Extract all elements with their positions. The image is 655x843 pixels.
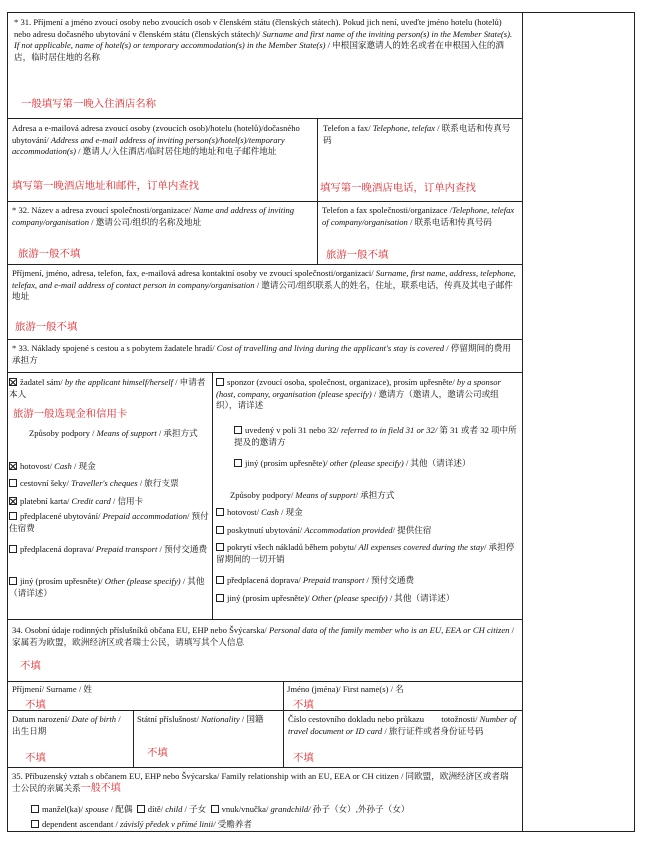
nationality-note: 不填 bbox=[147, 747, 168, 759]
field-32-label: * 32. Název a adresa zvoucí společnosti/organizace/ Name and address of inviting company/organisation / 邀请公司/组织的名称及地址 bbox=[12, 205, 295, 227]
document-label: Číslo cestovního dokladu nebo průkazu totožnosti/ Number of travel document or ID card / 旅行证件或者身份证号码 bbox=[288, 714, 519, 736]
all-expenses-checkbox[interactable] bbox=[216, 543, 224, 551]
referred-option: uvedený v poli 31 nebo 32/ referred to in field 31 or 32/ 第 31 或者 32 项中所提及的邀请方 bbox=[234, 425, 517, 447]
grandchild-checkbox[interactable] bbox=[211, 805, 219, 813]
field-33-label: * 33. Náklady spojené s cestou a s pobytem žadatele hradí/ Cost of travelling and living during the applicant's stay is covered / 停留期间的费用承担方 bbox=[12, 343, 511, 365]
surname-label: Příjmení/ Surname / 姓 bbox=[12, 684, 92, 694]
phone-note: 填写第一晚酒店电话，订单内查找 bbox=[320, 182, 476, 194]
card-option: platební karta/ Credit card / 信用卡 bbox=[9, 496, 143, 507]
contact-label: Příjmení, jméno, adresa, telefon, fax, e-mailová adresa kontaktní osoby ve zvoucí společnosti/organizaci/ Surname, first name, address, telephone, telefax, and e-mail address of contact person in company/organisation / 邀请公司/组织联系人的姓名，住址，联系电话，传真及其电子邮件地址 bbox=[12, 268, 516, 302]
prepaid-transport-checkbox[interactable] bbox=[9, 545, 17, 553]
right-other-checkbox[interactable] bbox=[216, 594, 224, 602]
prepaid-acc-checkbox[interactable] bbox=[9, 512, 17, 520]
referred-checkbox[interactable] bbox=[234, 426, 242, 434]
accommodation-checkbox[interactable] bbox=[216, 526, 224, 534]
cheques-option: cestovní šeky/ Traveller's cheques / 旅行支票 bbox=[9, 478, 179, 489]
sponsor-checkbox[interactable] bbox=[216, 378, 224, 386]
all-expenses-option: pokrytí všech nákladů během pobytu/ All expenses covered during the stay/ 承担停留期间的一切开销 bbox=[216, 542, 515, 564]
field-32-phone-label: Telefon a fax společnosti/organizace /Telephone, telefax of company/organisation / 联系电话和传真号码 bbox=[322, 205, 515, 227]
right-sponsor-other-option: jiný (prosím upřesněte)/ other (please specify) / 其他（请详述） bbox=[234, 458, 471, 469]
field-35-note: 一般不填 bbox=[80, 782, 121, 794]
cash-checkbox[interactable] bbox=[9, 462, 17, 470]
right-sponsor-other-checkbox[interactable] bbox=[234, 459, 242, 467]
means-note: 旅游一般选现金和信用卡 bbox=[13, 408, 128, 420]
right-transport-checkbox[interactable] bbox=[216, 576, 224, 584]
field-35-label: 35. Příbuzenský vztah s občanem EU, EHP nebo Švýcarska/ Family relationship with an EU, EEA or CH citizen / 同欧盟，欧洲经济区或者瑞士公民的亲属关系一般不填 bbox=[12, 771, 509, 794]
relationship-row-1: manžel(ka)/ spouse / 配偶 dítě/ child / 子女 vnuk/vnučka/ grandchild/ 孙子（女）,外孙子（女） bbox=[31, 804, 409, 815]
field-34-note: 不填 bbox=[20, 660, 41, 672]
prepaid-acc-option: předplacené ubytování/ Prepaid accommodation/ 预付住宿费 bbox=[9, 511, 209, 533]
right-means-label: Způsoby podpory/ Means of support/ 承担方式 bbox=[230, 490, 395, 500]
right-other-option: jiný (prosím upřesněte)/ Other (please specify) / 其他（请详述） bbox=[216, 593, 454, 604]
firstname-label: Jméno (jména)/ First name(s) / 名 bbox=[287, 684, 404, 694]
firstname-note: 不填 bbox=[293, 699, 314, 711]
accommodation-option: poskytnutí ubytování/ Accommodation provided/ 提供住宿 bbox=[216, 525, 432, 536]
phone-label: Telefon a fax/ Telephone, telefax / 联系电话和传真号码 bbox=[323, 123, 511, 145]
document-note: 不填 bbox=[293, 752, 314, 764]
field-32-phone-note: 旅游一般不填 bbox=[326, 249, 389, 261]
left-other-option: jiný (prosím upřesněte)/ Other (please specify) / 其他（请详述） bbox=[9, 576, 205, 598]
card-checkbox[interactable] bbox=[9, 497, 17, 505]
right-transport-option: předplacená doprava/ Prepaid transport / 预付交通费 bbox=[216, 575, 414, 586]
right-cash-checkbox[interactable] bbox=[216, 508, 224, 516]
dependent-checkbox[interactable] bbox=[31, 820, 39, 828]
nationality-label: Státní příslušnost/ Nationality / 国籍 bbox=[137, 714, 264, 724]
dob-label: Datum narození/ Date of birth / 出生日期 bbox=[12, 714, 121, 736]
contact-note: 旅游一般不填 bbox=[15, 321, 78, 333]
field-31-note: 一般填写第一晚入住酒店名称 bbox=[21, 98, 157, 110]
field-34-label: 34. Osobní údaje rodinných příslušníků občana EU, EHP nebo Švýcarska/ Personal data of the family member who is an EU, EEA or CH citizen / 家属若为欧盟，欧洲经济区或者瑞士公民，请填写其个人信息 bbox=[12, 625, 514, 647]
field-31-label: * 31. Příjmení a jméno zvoucí osoby nebo zvoucích osob v členském státu (členských státech). Pokud jich není, uveďte jméno hotelu (hotelů) nebo adresu dočasného ubytování v členském státu (členských státech)/ Surname and first name of the inviting person(s) in the Member State(s). If not applicable, name of hotel(s) or temporary accommodation(s) in the Member State(s) / 申根国家邀请人的姓名或者在申根国入住的酒店，临时居住地的名称 bbox=[14, 17, 513, 62]
prepaid-transport-option: předplacená doprava/ Prepaid transport / 预付交通费 bbox=[9, 544, 211, 556]
field-32-note: 旅游一般不填 bbox=[18, 248, 81, 260]
dob-note: 不填 bbox=[25, 752, 46, 764]
self-checkbox[interactable] bbox=[9, 378, 17, 386]
child-checkbox[interactable] bbox=[137, 805, 145, 813]
cash-option: hotovost/ Cash / 现金 bbox=[9, 461, 96, 472]
left-means-label: Způsoby podpory / Means of support / 承担方式 bbox=[29, 428, 198, 438]
self-option: žadatel sám/ by the applicant himself/herself / 申请者本人 bbox=[9, 377, 206, 399]
address-label: Adresa a e-mailová adresa zvoucí osoby (zvoucích osob)/hotelu (hotelů)/dočasného ubytování/ Address and e-mail address of inviting person(s)/hotel(s)/temporary accommodation(s) / 邀请人/入住酒店/临时居住地的地址和电子邮件地址 bbox=[12, 123, 300, 157]
right-cash-option: hotovost/ Cash / 现金 bbox=[216, 507, 303, 518]
address-note: 填写第一晚酒店地址和邮件，订单内查找 bbox=[12, 180, 200, 192]
right-side-column bbox=[522, 12, 635, 832]
left-other-checkbox[interactable] bbox=[9, 577, 17, 585]
surname-note: 不填 bbox=[25, 699, 46, 711]
sponsor-option: sponzor (zvoucí osoba, společnost, organizace), prosím upřesněte/ by a sponsor (host, company, organisation (please specify) / 邀请方（邀请人，邀请公司或组织），请详述 bbox=[216, 377, 501, 411]
spouse-checkbox[interactable] bbox=[31, 805, 39, 813]
cheques-checkbox[interactable] bbox=[9, 479, 17, 487]
relationship-row-2: dependent ascendant / závislý předek v přímé linii/ 受赡养者 bbox=[31, 819, 252, 830]
